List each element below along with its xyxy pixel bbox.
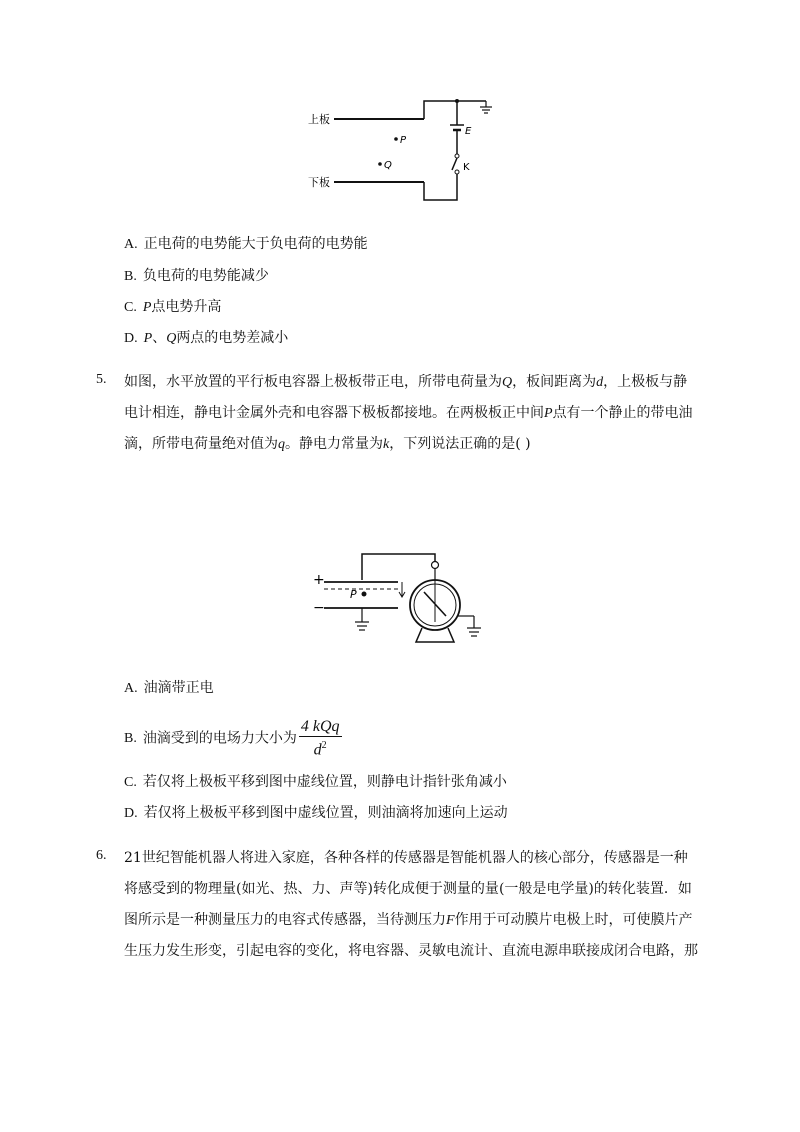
q5-number: 5. (96, 372, 107, 387)
battery-label: E (465, 126, 472, 137)
q5-option-a: A. 油滴带正电 (124, 680, 214, 696)
q5-option-b: B. 油滴受到的电场力大小为 $\frac{\text{4 kQq}}{d^2}$ (124, 718, 340, 759)
force-fraction: $\frac{\text{4 kQq}}{d^2}$ (300, 718, 340, 759)
point-p-label: P (400, 135, 407, 146)
q5-stem-line3: 滴，所带电荷量绝对值为q。静电力常量为k，下列说法正确的是( ) (124, 436, 531, 452)
switch-label: K (463, 162, 470, 173)
q6-stem-line2: 将感受到的物理量(如光、热、力、声等)转化成便于测量的量(一般是电学量)的转化装置．如 (124, 881, 692, 897)
q6-stem-line4: 生压力发生形变，引起电容的变化，将电容器、灵敏电流计、直流电源串联接成闭合电路，那 (124, 943, 698, 959)
minus-label: − (313, 600, 325, 616)
upper-plate-label: 上板 (308, 113, 330, 126)
q5-stem-line1: 如图，水平放置的平行板电容器上极板带正电，所带电荷量为Q，板间距离为d，上极板与静 (124, 374, 688, 390)
lower-plate-label: 下板 (308, 176, 330, 189)
point-q-label: Q (384, 160, 392, 171)
capacitor-circuit-figure (300, 92, 510, 202)
q6-stem-line1: 21世纪智能机器人将进入家庭，各种各样的传感器是智能机器人的核心部分，传感器是一种 (124, 850, 688, 866)
point-p-label: P (350, 588, 357, 601)
electrometer-figure (310, 550, 500, 650)
q4-option-d: D. P、Q两点的电势差减小 (124, 330, 289, 346)
q4-option-c: C. P点电势升高 (124, 299, 222, 315)
q6-number: 6. (96, 848, 107, 863)
plus-label: + (313, 572, 325, 588)
q5-stem-line2: 电计相连，静电计金属外壳和电容器下极板都接地。在两极板正中间P点有一个静止的带电油 (124, 405, 693, 421)
q6-stem-line3: 图所示是一种测量压力的电容式传感器，当待测压力F作用于可动膜片电极上时，可使膜片产 (124, 912, 693, 928)
q4-option-a: A. 正电荷的电势能大于负电荷的电势能 (124, 236, 368, 252)
q5-option-d: D. 若仅将上极板平移到图中虚线位置，则油滴将加速向上运动 (124, 805, 508, 821)
q4-option-b: B. 负电荷的电势能减少 (124, 268, 269, 284)
q5-option-c: C. 若仅将上极板平移到图中虚线位置，则静电计指针张角减小 (124, 774, 507, 790)
